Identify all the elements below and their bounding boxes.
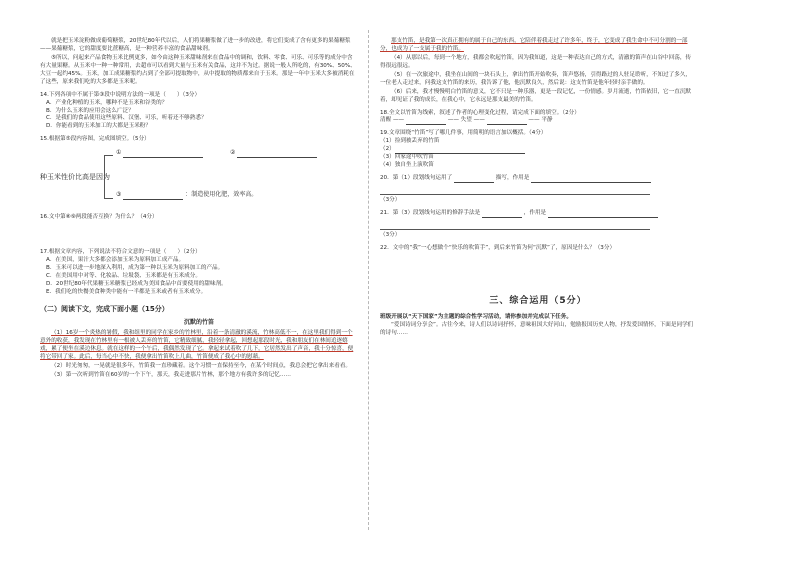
option-e: E．我们吃的快餐美食种类中能有一半都是玉米或者有玉米成分。 [46,288,207,295]
answer-blank[interactable] [454,175,494,183]
right-column [380,38,696,339]
story-paragraph: 那支竹笛，是我第一次真正拥有的属于自己的东西，它陪伴着我走过了许多年，终于，它变成了我生命中不可分割的一部分，也成为了一支属于我的竹笛。 [380,38,688,52]
section-3-intro: 班级开展以“天下国家”为主题的综合性学习活动，请你参加并完成以下任务。 [380,313,572,320]
question-14: 14.下列各项中不属于第③段中说明方法的一项是（ ）（3分） [40,91,201,98]
answer-blank[interactable] [123,192,183,200]
q18-fill-line: 清醒 —— —— 失望 —— —— 平静 [380,117,553,124]
question-17: 17.根据文章内容，下列说法不符合文意的一项是（ ）（2分） [40,249,201,256]
diagram-lead: 种玉米性价比高是因为 [40,173,110,182]
left-column [40,38,358,381]
diagram-branch-3: ③ ：制造使用化肥，效率高。 [116,191,258,199]
story-paragraph-4: （4）从那以后，每到一个地方，我都会吹起竹笛，因为我知道，这是一种表达自己的方式，清澈的笛声在山谷中回荡，传得很远很远。 [380,54,692,69]
section-3-text: “爱国诗词分享会”。古往今来，诗人们以诗词抒怀，意味祖国大好河山，勉励报国历史人物，抒发爱国情怀，下面是同学们的诗句…… [380,321,694,336]
answer-blank[interactable] [406,117,446,125]
answer-line[interactable] [380,220,650,230]
story-paragraph-6: （6）后来，我才慢慢明白竹笛的意义，它不只是一种乐器，更是一段记忆，一份情感。岁月流逝，竹笛依旧，它一直沉默着，却见证了我的成长，在我心中，它永远是那支最美的竹笛。 [380,88,692,103]
option-b: B．玉米可以进一步地深入利用，成为第一种以玉米为原料加工的产品。 [46,265,224,272]
option-a: A．产业化种植的玉米，哪种不是玉米和谷类的？ [46,99,168,106]
question-21: 21．第（3）段划线句运用的修辞手法是 ，作用是 [380,210,696,218]
option-a: A．在美国，果汁大多都会添加玉米为原料加工成产品。 [46,257,185,264]
q19-item-3: （3）回家途中吹竹笛 [380,154,434,161]
story-title: 沉默的竹笛 [183,318,214,326]
score-label: （3分） [380,232,401,239]
option-d: D．你能看到的玉米加工的大都是玉米粉？ [46,123,151,130]
answer-line[interactable] [380,185,650,195]
diagram-branch-1: ① [116,149,203,158]
q19-item-4: （4）独自坐上演吹笛 [380,162,434,169]
passage-paragraph: 就是把玉米淀粉做成葡萄糖浆，20世纪80年代以后，人们将果糖浆做了进一步的改进，将它们变成了含有更多的果葡糖浆——果葡糖浆，它的甜度要比蔗糖高，是一种营养丰富的食品甜味剂。 [40,38,351,52]
story-paragraph-2: （2）时光匆匆，一晃就是很多年，竹笛我一直珍藏着。这个习惯一直保持至今，在某个时间点，我总会把它拿出来看看。 [51,363,352,370]
story-paragraph-1: （1）16岁一个炎热的暑假，我和组里的同学在家乡的竹林里，沿着一条清澈的溪流，竹林高低不一，在这里我们得到一个意外的收获，我发现在竹林里有一根被人丢弃的竹笛，它精致细腻，我轻轻拿起，回想起那段时光，我和朋友们在林间追逐嬉戏，累了便坐在溪边休息。就在这样的一个午后，我偶然发现了它。拿起来试着吹了几下，它居然发出了声音，我十分惊喜，便将它带回了家。此后，每当心中不快，我便拿出竹笛吹上几曲，竹笛便成了我心中的慰藉。 [40,330,354,361]
answer-blank[interactable] [531,175,651,183]
answer-blank[interactable] [482,210,522,218]
question-22: 22．文中的“我”一心想做个“快乐的吹笛手”，到后来竹笛为何“沉默”了，原因是什么？（3分） [380,245,616,252]
q19-item-1: （1）捡到被丢弃的竹笛 [380,138,440,145]
reason-diagram [40,147,358,209]
answer-blank[interactable] [237,150,317,158]
option-b: B．为什么玉米的应用会这么广泛？ [46,107,134,114]
diagram-brace [104,155,113,199]
question-20: 20．第（1）段划线句运用了 描写，作用是 [380,175,696,183]
answer-blank[interactable] [123,150,203,158]
story-paragraph-5: （5）在一次旅途中，我坐在山间的一块石头上，拿出竹笛开始吹奏，笛声悠扬，引得路过的人驻足聆听，不知过了多久，一位老人走过来，问我这支竹笛的来历，我告诉了他，他沉默良久，然后说：这支竹笛是他年轻时亲手做的。 [380,71,692,86]
story-paragraph-3: （3）第一次听到竹笛在60岁的一个下午，那天，我走进那片竹林，那个地方有我许多的记忆…… [51,371,292,378]
answer-blank[interactable] [548,210,658,218]
section-3-heading: 三、综合运用（5分） [489,296,587,306]
q19-item-2: （2） [380,146,696,154]
column-divider [368,30,369,530]
question-15: 15.根据第⑤段内容图，完成图填空。（5分） [40,136,150,143]
question-18: 18.全文以竹笛为线索，叙述了作者的心理变化过程，请完成下面的填空。（2分） [380,109,580,116]
answer-blank[interactable] [487,117,527,125]
answer-space[interactable] [40,222,358,244]
question-16: 16.文中第⑧⑨两段能否互换？为什么？（4分） [40,214,158,221]
score-label: （3分） [380,197,401,204]
option-d: D．20世纪80年代果糖玉米糖浆已经成为美国食品中首要使用的甜味剂。 [46,280,227,287]
diagram-branch-2: ② [230,149,317,158]
answer-space[interactable] [380,253,696,277]
question-19: 19.文章围绕“竹笛”写了哪几件事，用简明的语言加以概括。（4分） [380,130,547,137]
option-c: C．在美国用中对等、化妆品、垃圾袋、玉米都是有玉米成分。 [46,273,201,279]
option-c: C．是我们的食品使用这些原料、汉堡、可乐，听着还不够熟悉？ [46,115,207,122]
passage-paragraph: ⑤所以，问起来产品食物玉米比例更多，如今由这种玉米甜味剂来在食品中的调和，饮料、零食、可乐、可乐等的成分中含有大量果糖。从玉米中一种一种常用，去超市可以看到大量与玉米有关食品，这并不为过。据说一般人所吃的，有30%、50%、大豆一起约45%。玉米，加工成果糖浆约占到了全部可提取物中，从中提取的物质都来自于玉米。那是一年中玉米大多被消耗在了这些，原来我们吃的大多都是玉米呢。 [40,54,356,85]
section-2-heading: （二）阅读下文，完成下面小题（15分） [40,304,169,313]
